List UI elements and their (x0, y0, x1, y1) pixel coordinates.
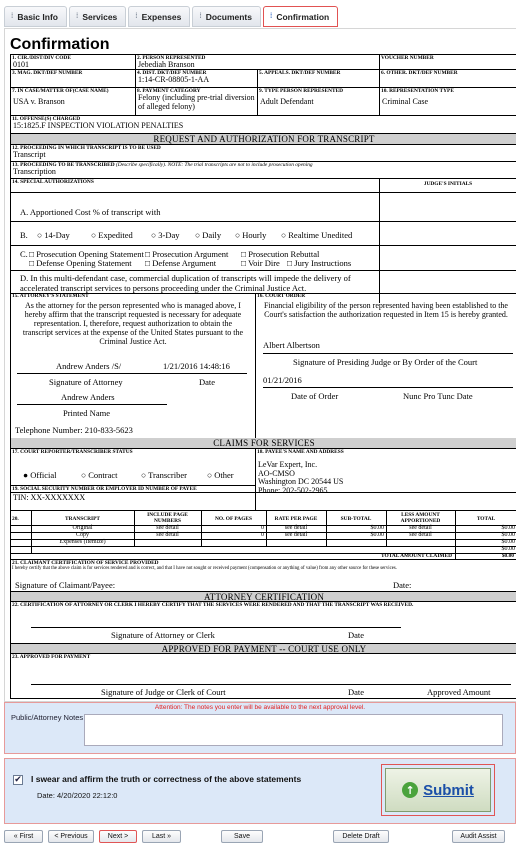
section-attorney-cert: ATTORNEY CERTIFICATION (11, 592, 516, 602)
field-desc: (Describe specifically). NOTE: The trial transcripts are not to include prosecution opening (115, 162, 313, 168)
option-label: Realtime Unedited (288, 230, 353, 240)
field-17 (11, 449, 256, 486)
col-header: TOTAL (476, 516, 496, 522)
judge-clerk-date-label: Date (348, 687, 365, 697)
c-option-jury[interactable]: □ Jury Instructions (287, 258, 352, 268)
submit-label: Submit (423, 781, 474, 799)
attorney-statement: As the attorney for the person represented who is managed above, I hereby affirm that the transcript requested is necessary for adequate representation. I, therefore, request authorization to obtain the transcript services at the expense of the United States pursuant to the Criminal Justice Act. (22, 301, 244, 346)
signature-line (17, 404, 167, 405)
field-label: 21. CLAIMANT CERTIFICATION OF SERVICE PROVIDED (12, 560, 159, 566)
col-header: INCLUDE PAGE NUMBERS (147, 512, 188, 524)
signature-line (263, 353, 513, 354)
judges-initials (380, 179, 516, 303)
field-5 (258, 70, 380, 88)
table-cell: see detail (409, 525, 432, 531)
field-value: USA v. Branson (13, 97, 65, 106)
b-option-14day[interactable]: ○ 14-Day (37, 230, 70, 240)
option-label: Other (214, 470, 234, 480)
option-label: Daily (202, 230, 222, 240)
field-2 (136, 55, 380, 70)
section-request: REQUEST AND AUTHORIZATION FOR TRANSCRIPT (11, 134, 516, 145)
field-12 (11, 145, 516, 162)
field-value: TIN: XX-XXXXXXX (13, 493, 86, 502)
payee-line: Phone: 202-502-2965 (258, 485, 328, 495)
tab-label: Basic Info (17, 11, 58, 22)
order-date: 01/21/2016 (263, 375, 302, 385)
approved-amount-label: Approved Amount (427, 687, 491, 697)
field-value: 0101 (13, 60, 29, 69)
c-option-pros-opening[interactable]: □ Prosecution Opening Statement (29, 249, 144, 259)
field-22 (11, 602, 516, 644)
divider (11, 192, 516, 193)
table-cell: $0.00 (501, 546, 515, 552)
col-header: LESS AMOUNT APPORTIONED (400, 512, 441, 524)
table-cell: Original (72, 525, 93, 531)
signature-line (31, 684, 311, 685)
nunc-label: Nunc Pro Tunc Date (403, 391, 473, 401)
field-value: Adult Defendant (260, 97, 314, 106)
next-button[interactable]: Next > (99, 830, 137, 843)
field-value: Transcription (13, 167, 56, 176)
tab-bar (4, 6, 338, 27)
sig-attorney-label: Signature of Attorney (49, 377, 123, 387)
f17-option-other[interactable]: ○ Other (207, 470, 234, 480)
col-header: SUB-TOTAL (340, 516, 372, 522)
tab-grip-icon: ⁞ (135, 13, 138, 20)
field-label: 4. DIST. DKT/DEF NUMBER (137, 70, 207, 76)
signature-line (311, 684, 511, 685)
field-3 (11, 70, 136, 88)
section-claims: CLAIMS FOR SERVICES (11, 438, 516, 449)
field-label: 14. SPECIAL AUTHORIZATIONS (12, 179, 94, 185)
b-label: B. (20, 230, 28, 240)
field-label: 19. SOCIAL SECURITY NUMBER OR EMPLOYER ID NUMBER OF PAYEE (12, 486, 197, 492)
printed-name-label: Printed Name (63, 408, 110, 418)
judge-name: Albert Albertson (263, 340, 320, 350)
col-header: TRANSCRIPT (64, 516, 101, 522)
d-text: D. In this multi-defendant case, commercial duplication of transcripts will impede the delivery of accelerated transcript services to persons proceeding under the Criminal Justice Act. (20, 273, 351, 293)
attorney-date: 1/21/2016 14:48:16 (163, 361, 230, 371)
table-cell: see detail (284, 532, 308, 538)
field-label: 12. PROCEEDING IN WHICH TRANSCRIPT IS TO BE USED (12, 145, 161, 151)
field-10 (380, 88, 516, 116)
tab-grip-icon: ⁞ (11, 13, 14, 20)
signature-line (311, 627, 401, 628)
col-header: RATE PER PAGE (274, 516, 318, 522)
total-label: TOTAL AMOUNT CLAIMED (381, 553, 452, 559)
field-label: 7. IN CASE/MATTER OF(CASE NAME) (12, 88, 109, 94)
field-18 (256, 449, 516, 511)
table-cell: see detail (284, 525, 308, 531)
c-option-def-argument[interactable]: □ Defense Argument (145, 258, 217, 268)
option-label: Defense Opening Statement (36, 258, 132, 268)
divider (11, 270, 516, 271)
field-value: Criminal Case (382, 97, 428, 106)
field-label: VOUCHER NUMBER (381, 55, 434, 61)
b-option-hourly[interactable]: ○ Hourly (235, 230, 267, 240)
swear-date: Date: 4/20/2020 22:12:0 (37, 791, 118, 800)
option-label: Contract (88, 470, 118, 480)
field-label: 13. PROCEEDING TO BE TRANSCRIBED (12, 162, 115, 168)
field-label: 17. COURT REPORTER/TRANSCRIBER STATUS (12, 449, 133, 455)
option-label: 3-Day (158, 230, 180, 240)
option-label: Transcriber (148, 470, 187, 480)
b-option-expedited[interactable]: ○ Expedited (91, 230, 133, 240)
option-label: Voir Dire (248, 258, 280, 268)
tab-label: Expenses (141, 11, 182, 22)
arrow-up-circle-icon: ↑ (402, 782, 418, 798)
sig-att-clerk-label: Signature of Attorney or Clerk (111, 630, 215, 640)
apportioned-cost-text: A. Apportioned Cost % of transcript with (20, 207, 161, 217)
field-label: 1. CIR./DIST/DIV CODE (12, 55, 71, 61)
section-approved: APPROVED FOR PAYMENT -- COURT USE ONLY (11, 644, 516, 654)
tab-label: Services (82, 11, 118, 22)
table-cell: 0 (261, 525, 264, 531)
date-of-order-label: Date of Order (291, 391, 339, 401)
signature-line (263, 387, 513, 388)
claimant-cert-text: I hereby certify that the above claim is for services rendered and is correct, and that I have not sought or received payment (compensation or anything of value) from any other source for these services. (12, 566, 397, 571)
b-option-3day[interactable]: ○ 3-Day (151, 230, 180, 240)
field-label: 5. APPEALS. DKT/DEF NUMBER (259, 70, 341, 76)
col-header: NO. OF PAGES (215, 516, 252, 522)
option-label: Jury Instructions (294, 258, 352, 268)
c-option-def-opening[interactable]: □ Defense Opening Statement (29, 258, 132, 268)
field-label: 23. APPROVED FOR PAYMENT (12, 654, 91, 660)
field-8 (136, 88, 258, 116)
field-21 (11, 560, 516, 592)
save-button[interactable]: Save (221, 830, 263, 843)
previous-button[interactable]: < Previous (48, 830, 94, 843)
option-label: Official (30, 470, 57, 480)
table-cell: see detail (156, 525, 179, 531)
table-cell: Expenses (Itemize) (59, 539, 106, 545)
field-label: 15. ATTORNEY'S STATEMENT (12, 293, 89, 299)
last-button[interactable]: Last » (142, 830, 181, 843)
option-label: Hourly (242, 230, 267, 240)
table-cell: $0.00 (501, 539, 515, 545)
field-19 (11, 486, 256, 511)
audit-assist-button[interactable]: Audit Assist (452, 830, 505, 843)
field-23 (11, 654, 516, 699)
field-7 (11, 88, 136, 116)
tab-expenses[interactable] (128, 6, 190, 27)
table-cell: $0.00 (501, 525, 515, 531)
page-title: Confirmation (10, 36, 110, 53)
signature-line (17, 373, 247, 374)
sig-judge-clerk-label: Signature of Judge or Clerk of Court (101, 687, 226, 697)
tab-label: Documents (205, 11, 252, 22)
field-label: 10. REPRESENTATION TYPE (381, 88, 454, 94)
notes-attention: Attention: The notes you enter will be available to the next approval level. (154, 704, 366, 711)
tab-documents[interactable] (192, 6, 261, 27)
attorney-signature: Andrew Anders /S/ (56, 361, 122, 371)
table-cell: $0.00 (370, 525, 384, 531)
tab-label: Confirmation (276, 11, 330, 22)
c-option-voir-dire[interactable]: □ Voir Dire (241, 258, 280, 268)
payee-line: AO-CMSO (258, 468, 295, 478)
field-label: JUDGE'S INITIALS (423, 181, 473, 187)
notes-panel (4, 702, 516, 754)
option-label: 14-Day (44, 230, 70, 240)
field-label: 16. COURT ORDER (257, 293, 306, 299)
sig-claimant-label: Signature of Claimant/Payee: (15, 580, 116, 590)
c-label: C. (20, 249, 28, 259)
field-label: 8. PAYMENT CATEGORY (137, 88, 201, 94)
divider (11, 245, 516, 246)
field-value: 15:1825.F INSPECTION VIOLATION PENALTIES (13, 121, 184, 130)
divider (11, 546, 516, 547)
tab-grip-icon: ⁞ (199, 13, 202, 20)
telephone: Telephone Number: 210-833-5623 (15, 425, 133, 435)
notes-textarea[interactable] (84, 714, 503, 746)
claimant-date-label: Date: (393, 580, 412, 590)
f17-option-official[interactable]: ● Official (23, 470, 57, 480)
field-label: 3. MAG. DKT/DEF NUMBER (12, 70, 83, 76)
option-label: Defense Argument (152, 258, 217, 268)
field-13 (11, 162, 516, 179)
field-6 (380, 70, 516, 88)
payee-line: LeVar Expert, Inc. (258, 460, 318, 469)
table-cell: see detail (409, 532, 432, 538)
c-option-pros-rebuttal[interactable]: □ Prosecution Rebuttal (241, 249, 320, 259)
f17-option-transcriber[interactable]: ○ Transcriber (141, 470, 187, 480)
c-option-pros-argument[interactable]: □ Prosecution Argument (145, 249, 229, 259)
field-4 (136, 70, 258, 88)
field-label: 18. PAYEE'S NAME AND ADDRESS (257, 449, 344, 455)
swear-checkbox[interactable]: ✔ (14, 775, 22, 785)
option-label: Expedited (98, 230, 133, 240)
first-button[interactable]: « First (4, 830, 43, 843)
date-label: Date (199, 377, 216, 387)
notes-label: Public/Attorney Notes (11, 713, 84, 722)
field-9 (258, 88, 380, 116)
field-label: 6. OTHER. DKT/DEF NUMBER (381, 70, 458, 76)
field-20-table (11, 511, 516, 560)
tab-confirmation[interactable] (263, 6, 338, 27)
swear-text: I swear and affirm the truth or correctness of the above statements (31, 774, 302, 784)
submit-button-inner[interactable] (385, 768, 491, 812)
tab-services[interactable] (69, 6, 126, 27)
field-label: 20. (12, 516, 19, 522)
field-value: Felony (including pre-trial diversion of alleged felony) (138, 93, 255, 111)
b-option-realtime[interactable]: ○ Realtime Unedited (281, 230, 353, 240)
field-11 (11, 116, 516, 134)
b-option-daily[interactable]: ○ Daily (195, 230, 222, 240)
field-value: Jebediah Branson (138, 60, 195, 69)
cja24-form (10, 54, 516, 699)
field-label: 9. TYPE PERSON REPRESENTED (259, 88, 344, 94)
field-value: 1:14-CR-08805-1-AA (138, 75, 210, 84)
tab-grip-icon: ⁞ (269, 13, 273, 20)
field-value: Transcript (13, 150, 46, 159)
field-voucher (380, 55, 516, 70)
option-label: Prosecution Opening Statement (36, 249, 144, 259)
field-label: 2. PERSON REPRESENTED (137, 55, 206, 61)
field-1 (11, 55, 136, 70)
field-label: 22. CERTIFICATION OF ATTORNEY OR CLERK I HEREBY CERTIFY THAT THE SERVICES WERE RENDERED AND THAT THE TRANSCRIPT WAS RECEIVED. (12, 602, 414, 608)
payee-line: Washington DC 20544 US (258, 477, 344, 486)
table-cell: 0 (261, 532, 264, 538)
f17-option-contract[interactable]: ○ Contract (81, 470, 118, 480)
table-cell: $0.00 (501, 532, 515, 538)
att-clerk-date-label: Date (348, 630, 365, 640)
table-cell: $0.00 (370, 532, 384, 538)
submit-button[interactable] (381, 764, 495, 816)
option-label: Prosecution Argument (152, 249, 229, 259)
table-cell: Copy (75, 532, 89, 538)
sig-judge-label: Signature of Presiding Judge or By Order of the Court (293, 357, 478, 367)
table-cell: see detail (156, 532, 179, 538)
tab-grip-icon: ⁞ (75, 13, 79, 20)
option-label: Prosecution Rebuttal (248, 249, 320, 259)
court-order-text: Financial eligibility of the person represented having been established to the Court's satisfaction the authorization requested in Item 15 is hereby granted. (264, 301, 508, 319)
signature-line (31, 627, 311, 628)
field-label: 11. OFFENSE(S) CHARGED (12, 116, 81, 122)
tab-basic-info[interactable] (4, 6, 67, 27)
total-value: $0.00 (501, 553, 514, 559)
divider (11, 221, 516, 222)
delete-draft-button[interactable]: Delete Draft (333, 830, 389, 843)
attorney-name: Andrew Anders (61, 392, 115, 402)
swear-panel (4, 758, 516, 824)
